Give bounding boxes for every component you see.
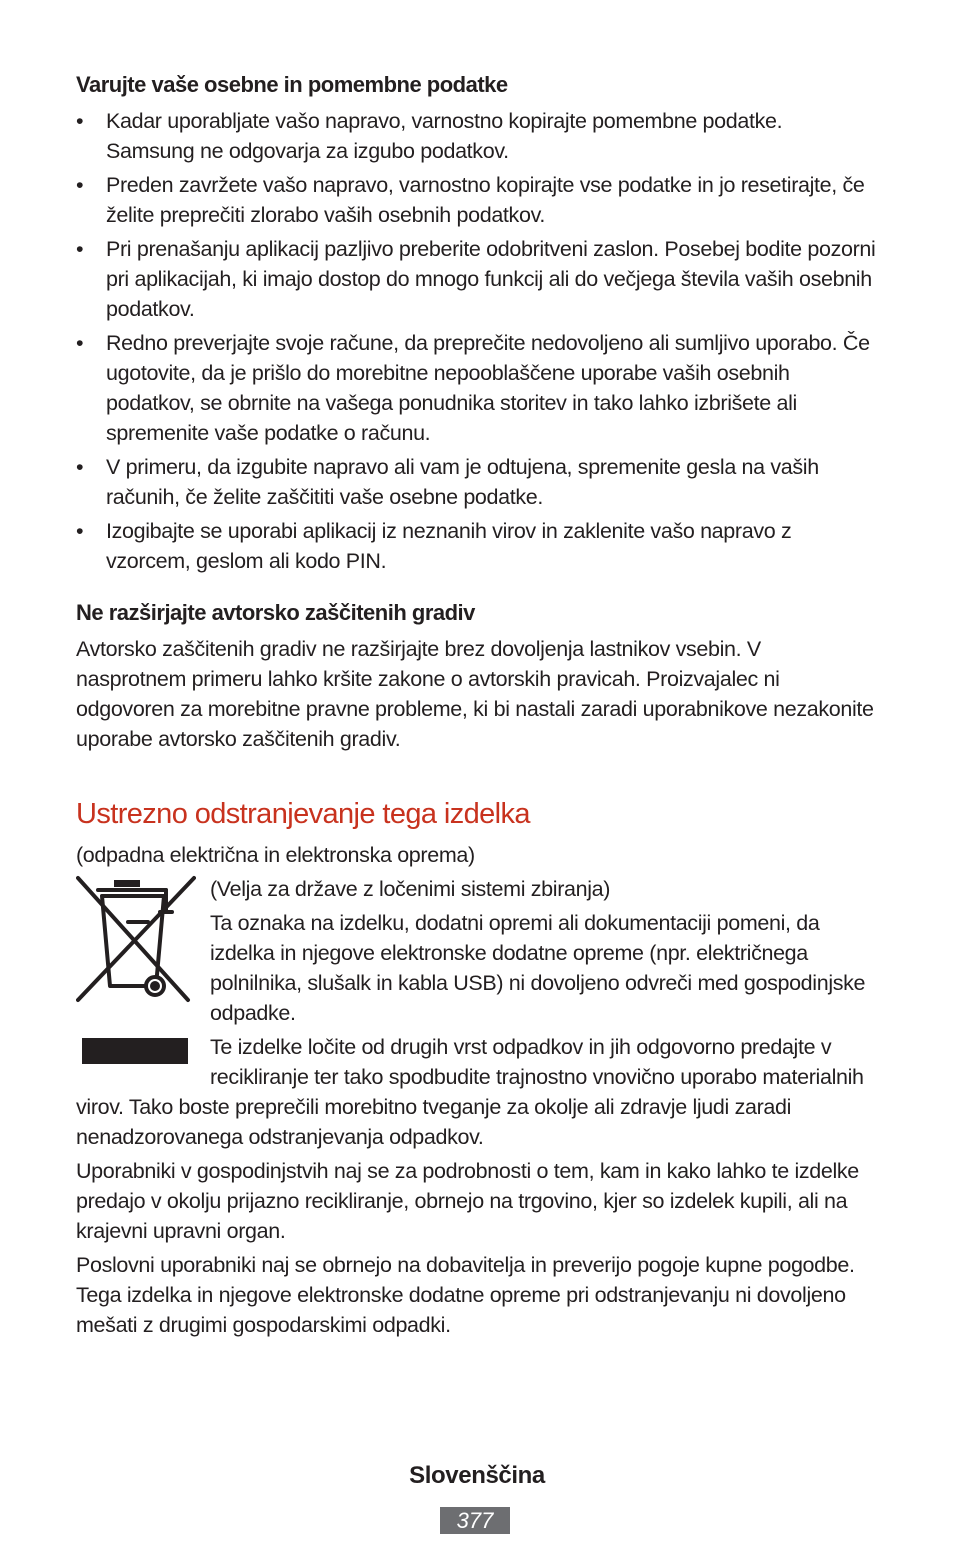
disposal-paragraph: Poslovni uporabniki naj se obrnejo na dobavitelja in preverijo pogoje kupne pogodbe. Tega izdelka in njegove elektronske dodatne opreme pri odstranjevanju ni dovoljeno mešati z drugimi gospodarskimi odpadki. xyxy=(76,1253,855,1337)
crossed-out-wheelie-bin-icon xyxy=(76,874,196,1074)
bullet-mark: • xyxy=(76,173,84,197)
bullet-mark: • xyxy=(76,519,84,543)
list-item xyxy=(76,170,876,230)
disposal-paragraph: Te izdelke ločite od drugih vrst odpadkov in jih odgovorno predajte v recikliranje ter tako spodbudite trajnostno vnovično uporabo materialnih virov. Tako boste preprečili morebitno tveganje za okolje ali zdravje ljudi zaradi nenadzorovanega odstranjevanja odpadkov. xyxy=(76,1035,864,1149)
footer-language: Slovenščina xyxy=(409,1462,545,1489)
list-item xyxy=(76,516,876,576)
list-item-text: V primeru, da izgubite napravo ali vam je odtujena, spremenite gesla na vaših računih, če želite zaščititi vaše osebne podatke. xyxy=(106,455,819,509)
bullet-list xyxy=(76,106,876,576)
disposal-paragraph: (Velja za države z ločenimi sistemi zbiranja) xyxy=(210,877,611,901)
list-item-text: Kadar uporabljate vašo napravo, varnostno kopirajte pomembne podatke. Samsung ne odgovarja za izgubo podatkov. xyxy=(106,109,783,163)
bullet-mark: • xyxy=(76,331,84,355)
list-item xyxy=(76,234,876,324)
copyright-paragraph: Avtorsko zaščitenih gradiv ne razširjajte brez dovoljenja lastnikov vsebin. V nasprotnem primeru lahko kršite zakone o avtorskih pravicah. Proizvajalec ni odgovoren za morebitne pravne probleme, ki bi nastali zaradi uporabnikove nezakonite uporabe avtorsko zaščitenih gradiv. xyxy=(76,637,874,751)
list-item xyxy=(76,106,876,166)
disposal-paragraph: Uporabniki v gospodinjstvih naj se za podrobnosti o tem, kam in kako lahko te izdelke predajo v okolju prijazno recikliranje, obrnejo na trgovino, kjer so izdelek kupili, ali na krajevni upravni organ. xyxy=(76,1159,859,1243)
section-heading-personal-data: Varujte vaše osebne in pomembne podatke xyxy=(76,72,508,97)
page-number: 377 xyxy=(440,1507,510,1534)
section-disposal xyxy=(76,796,876,1340)
list-item xyxy=(76,452,876,512)
bin-underline-bar xyxy=(82,1038,188,1064)
section-personal-data xyxy=(76,70,876,576)
list-item-text: Redno preverjajte svoje račune, da preprečite nedovoljeno ali sumljivo uporabo. Če ugotovite, da je prišlo do morebitne nepooblaščene uporabe vaših osebnih podatkov, se obrnite na vašega ponudnika storitev in tako lahko izbrišete ali spremenite vaše podatke o računu. xyxy=(106,331,870,445)
disposal-subtitle: (odpadna električna in elektronska oprema) xyxy=(76,843,475,867)
disposal-paragraph: Ta oznaka na izdelku, dodatni opremi ali dokumentaciji pomeni, da izdelka in njegove elektronske dodatne opreme (npr. električnega polnilnika, slušalk in kabla USB) ni dovoljeno odvreči med gospodinjske odpadke. xyxy=(210,911,866,1025)
bullet-mark: • xyxy=(76,237,84,261)
bin-graphic xyxy=(76,874,196,1004)
bullet-mark: • xyxy=(76,109,84,133)
section-copyright xyxy=(76,598,876,754)
section-heading-copyright: Ne razširjajte avtorsko zaščitenih gradiv xyxy=(76,600,475,625)
list-item-text: Preden zavržete vašo napravo, varnostno kopirajte vse podatke in jo resetirajte, če želite preprečiti zlorabo vaših osebnih podatkov. xyxy=(106,173,865,227)
list-item xyxy=(76,328,876,448)
page-content xyxy=(76,70,876,1344)
bullet-mark: • xyxy=(76,455,84,479)
list-item-text: Pri prenašanju aplikacij pazljivo preberite odobritveni zaslon. Posebej bodite pozorni pri aplikacijah, ki imajo dostop do mnogo funkcij ali do večjega števila vaših osebnih podatkov. xyxy=(106,237,876,321)
disposal-title: Ustrezno odstranjevanje tega izdelka xyxy=(76,798,530,830)
list-item-text: Izogibajte se uporabi aplikacij iz neznanih virov in zaklenite vašo napravo z vzorcem, geslom ali kodo PIN. xyxy=(106,519,792,573)
